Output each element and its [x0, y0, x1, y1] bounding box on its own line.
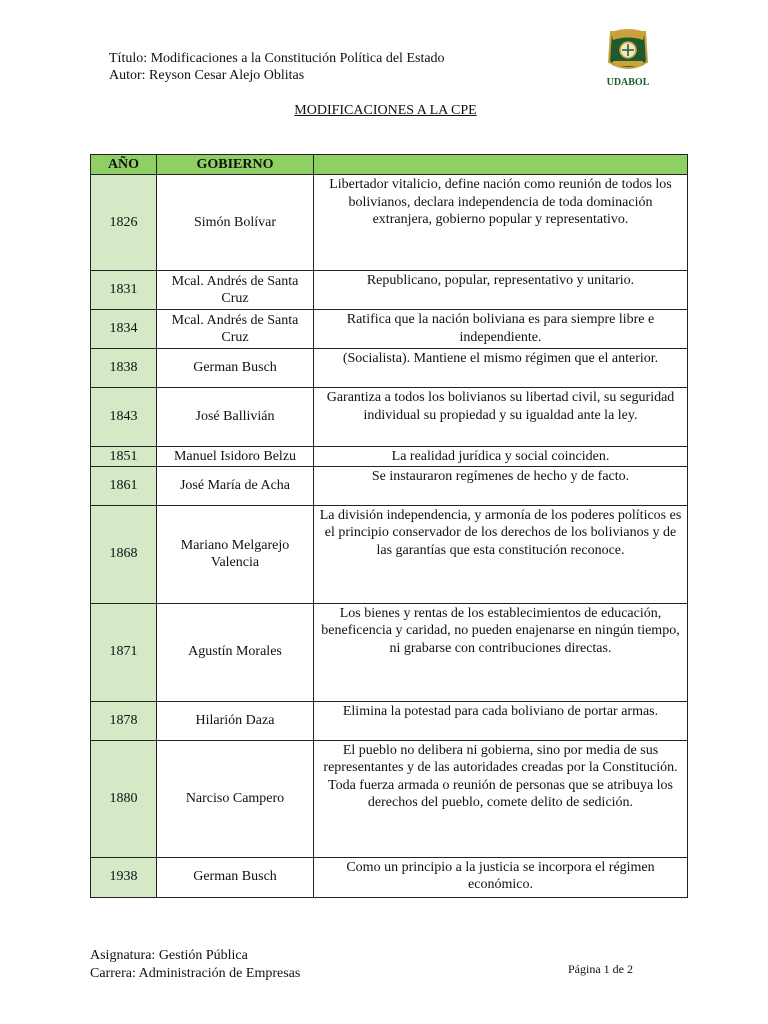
government-cell: Agustín Morales	[157, 603, 314, 701]
government-cell: José Ballivián	[157, 388, 314, 447]
document-title: Título: Modificaciones a la Constitución Política del Estado	[109, 51, 445, 66]
government-cell: Mariano Melgarejo Valencia	[157, 505, 314, 603]
year-cell: 1838	[91, 349, 157, 388]
constitution-table	[90, 154, 688, 898]
year-cell: 1843	[91, 388, 157, 447]
table-row	[91, 349, 688, 388]
year-cell: 1868	[91, 505, 157, 603]
table-row	[91, 447, 688, 467]
description-cell: Ratifica que la nación boliviana es para siempre libre e independiente.	[314, 310, 688, 349]
year-cell: 1826	[91, 175, 157, 271]
year-cell: 1938	[91, 857, 157, 897]
document-author: Autor: Reyson Cesar Alejo Oblitas	[109, 68, 305, 83]
government-cell: Narciso Campero	[157, 740, 314, 857]
column-header-government: GOBIERNO	[157, 155, 314, 175]
government-cell: German Busch	[157, 349, 314, 388]
table-row	[91, 466, 688, 505]
description-cell: Los bienes y rentas de los establecimientos de educación, beneficencia y caridad, no pueden enajenarse en ningún tiempo, ni grabarse con contribuciones directas.	[314, 603, 688, 701]
table-row	[91, 857, 688, 897]
column-header-year: AÑO	[91, 155, 157, 175]
table-header-row	[91, 155, 688, 175]
year-cell: 1861	[91, 466, 157, 505]
government-cell: German Busch	[157, 857, 314, 897]
footer-career: Carrera: Administración de Empresas	[90, 966, 301, 981]
year-cell: 1834	[91, 310, 157, 349]
page-number: Página 1 de 2	[568, 962, 633, 976]
description-cell: La realidad jurídica y social coinciden.	[314, 447, 688, 467]
table-row	[91, 271, 688, 310]
footer-info	[90, 947, 300, 983]
table-row	[91, 701, 688, 740]
year-cell: 1831	[91, 271, 157, 310]
udabol-logo	[603, 28, 653, 90]
description-cell: La división independencia, y armonía de los poderes políticos es el principio conservador de los derechos de los bolivianos y de las garantías que esta constitución reconoce.	[314, 505, 688, 603]
logo-text: UDABOL	[606, 77, 650, 88]
description-cell: El pueblo no delibera ni gobierna, sino por media de sus representantes y de las autoridades creadas por la Constitución. Toda fuerza armada o reunión de personas que se atribuya los derechos del pueblo, comete delito de sedición.	[314, 740, 688, 857]
description-cell: Como un principio a la justicia se incorpora el régimen económico.	[314, 857, 688, 897]
government-cell: Mcal. Andrés de Santa Cruz	[157, 310, 314, 349]
description-cell: Libertador vitalicio, define nación como reunión de todos los bolivianos, declara independencia de toda dominación extranjera, gobierno popular y representativo.	[314, 175, 688, 271]
year-cell: 1880	[91, 740, 157, 857]
year-cell: 1878	[91, 701, 157, 740]
table-row	[91, 175, 688, 271]
description-cell: Garantiza a todos los bolivianos su libertad civil, su seguridad individual su propiedad y su igualdad ante la ley.	[314, 388, 688, 447]
government-cell: Mcal. Andrés de Santa Cruz	[157, 271, 314, 310]
table-row	[91, 505, 688, 603]
description-cell: (Socialista). Mantiene el mismo régimen que el anterior.	[314, 349, 688, 388]
government-cell: José María de Acha	[157, 466, 314, 505]
description-cell: Elimina la potestad para cada boliviano de portar armas.	[314, 701, 688, 740]
table-row	[91, 603, 688, 701]
table-row	[91, 388, 688, 447]
section-heading: MODIFICACIONES A LA CPE	[294, 103, 477, 118]
government-cell: Hilarión Daza	[157, 701, 314, 740]
government-cell: Simón Bolívar	[157, 175, 314, 271]
footer-subject: Asignatura: Gestión Pública	[90, 948, 248, 963]
description-cell: Se instauraron regímenes de hecho y de facto.	[314, 466, 688, 505]
table-row	[91, 740, 688, 857]
government-cell: Manuel Isidoro Belzu	[157, 447, 314, 467]
table-row	[91, 310, 688, 349]
column-header-description	[314, 155, 688, 175]
year-cell: 1871	[91, 603, 157, 701]
description-cell: Republicano, popular, representativo y unitario.	[314, 271, 688, 310]
year-cell: 1851	[91, 447, 157, 467]
